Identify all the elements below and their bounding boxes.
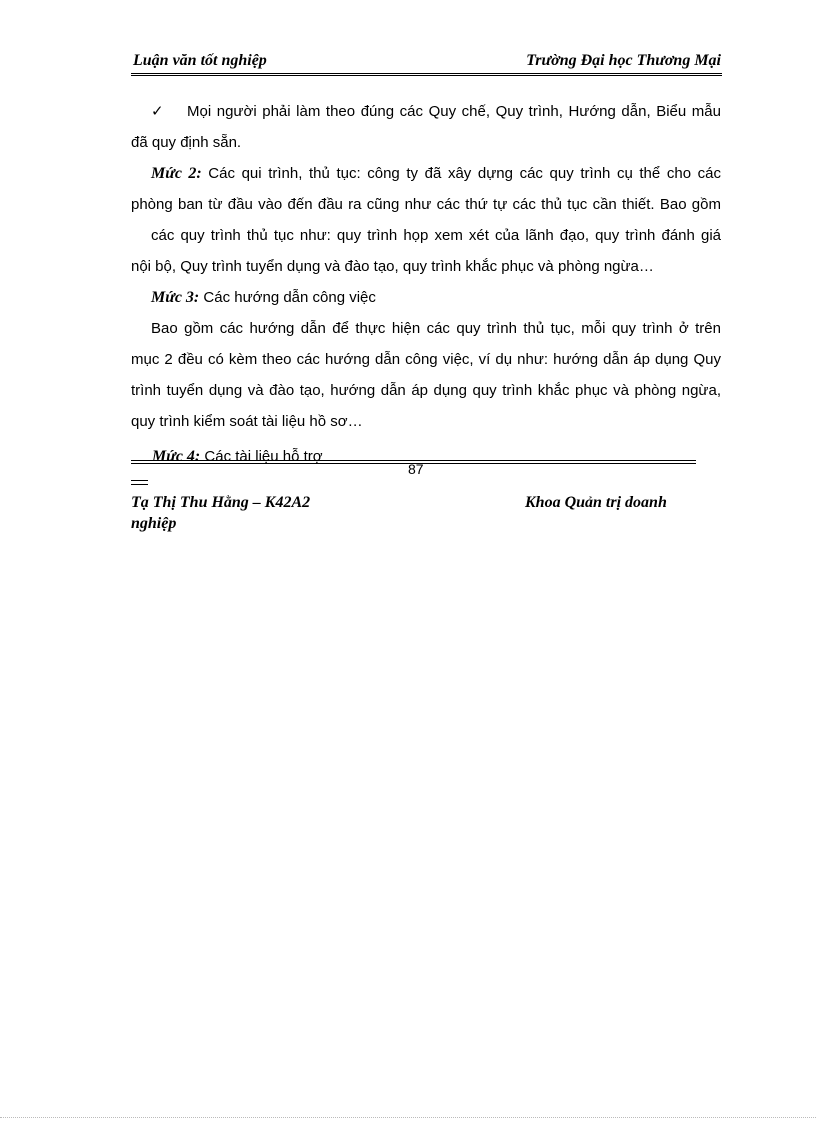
footer-author: Tạ Thị Thu Hằng – K42A2 (131, 494, 311, 511)
bullet-text: Mọi người phải làm theo đúng các Quy chế, Quy trình, Hướng dẫn, Biểu mẫu đã quy định sẵn. (131, 103, 721, 151)
footer-faculty-wrap: nghiệp (131, 515, 177, 532)
muc2-line2 (131, 220, 721, 251)
muc3-label: Mức 3: (151, 289, 200, 306)
footer-small-rule (131, 480, 148, 485)
page-bottom-border (0, 1117, 816, 1118)
muc2-line2-text: các quy trình thủ tục như: quy trình họp xem xét của lãnh đạo, quy trình đánh giá (151, 227, 721, 244)
header-thesis-title: Luận văn tốt nghiệp (133, 52, 267, 69)
header-university: Trường Đại học Thương Mại (526, 52, 721, 69)
para4-line1-text: Bao gồm các hướng dẫn để thực hiện các quy trình thủ tục, mỗi quy trình ở trên (151, 320, 721, 337)
muc2-text: Các qui trình, thủ tục: công ty đã xây dựng các quy trình cụ thể cho các phòng ban từ đầu vào đến đầu ra cũng như các thứ tự các thủ tục cần thiết. Bao gồm (131, 165, 721, 213)
para4-rest (131, 344, 721, 437)
muc3-paragraph (131, 282, 721, 313)
para4-rest-text: mục 2 đều có kèm theo các hướng dẫn công việc, ví dụ như: hướng dẫn áp dụng Quy trình tuyển dụng và đào tạo, hướng dẫn áp dụng quy trình khắc phục và phòng ngừa, quy trình kiểm soát tài liệu hồ sơ… (131, 351, 721, 430)
body-text (131, 96, 721, 437)
muc4-label: Mức 4: (152, 448, 201, 465)
page-header (133, 52, 721, 74)
muc4-text: Các tài liệu hỗ trợ (200, 448, 323, 465)
muc2-label: Mức 2: (151, 165, 202, 182)
muc2-paragraph (131, 158, 721, 220)
muc2-line3 (131, 251, 721, 282)
check-icon: ✓ (151, 103, 164, 120)
footer-faculty: Khoa Quản trị doanh (525, 494, 667, 511)
muc3-text: Các hướng dẫn công việc (199, 289, 376, 306)
para4-line1 (131, 313, 721, 344)
bullet-paragraph (131, 96, 721, 158)
muc2-line3-text: nội bộ, Quy trình tuyển dụng và đào tạo, quy trình khắc phục và phòng ngừa… (131, 258, 654, 275)
page-number: 87 (408, 461, 424, 477)
header-double-rule (131, 73, 722, 76)
